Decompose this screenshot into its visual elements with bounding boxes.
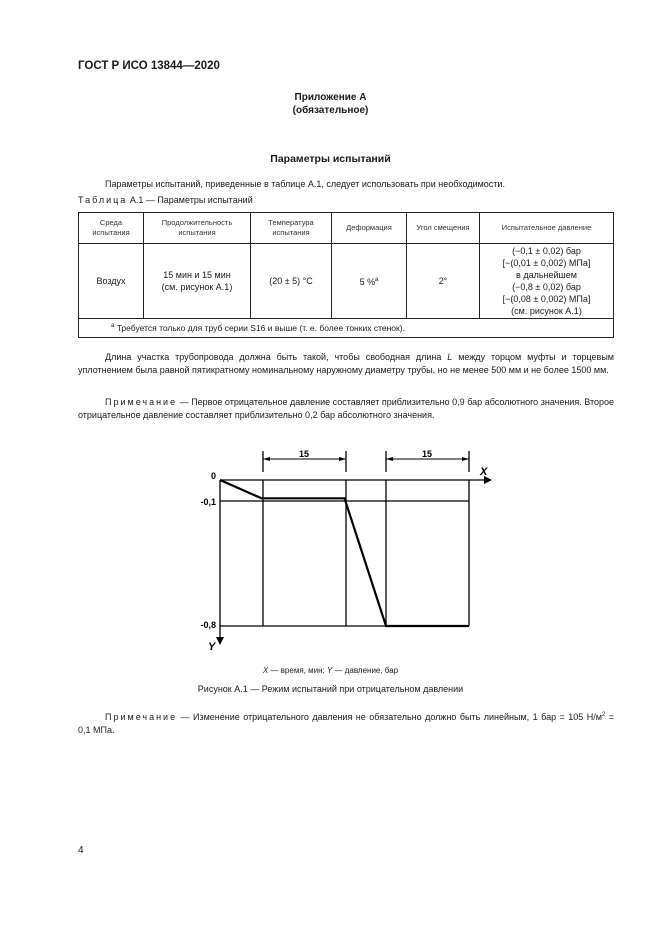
pressure-line-6: (см. рисунок А.1): [511, 306, 582, 316]
pressure-chart: [190, 445, 500, 655]
figure-caption: Рисунок А.1 — Режим испытаний при отрицательном давлении: [197, 684, 464, 694]
cell-deformation: [332, 244, 407, 319]
figure-legend: [0, 666, 661, 675]
interval-arrow-2b: [462, 457, 469, 461]
appendix-title: Приложение А: [294, 92, 367, 103]
y-tick-label-0: 0: [210, 471, 216, 481]
table-row: [79, 244, 614, 319]
length-paragraph: [78, 351, 614, 377]
appendix-heading: [0, 91, 661, 117]
page-number: 4: [78, 845, 84, 856]
duration-line-1: 15 мин и 15 мин: [163, 270, 231, 280]
legend-x-var: X: [262, 666, 269, 675]
table-footnote: [79, 319, 614, 338]
pressure-line-5: [−(0,08 ± 0,002) МПа]: [502, 294, 591, 304]
deformation-footnote-mark: а: [375, 277, 379, 283]
note-1: [78, 396, 614, 422]
table-caption-text: А.1 — Параметры испытаний: [129, 195, 253, 205]
table-caption-word: Таблица: [78, 195, 128, 205]
pressure-line-2: [−(0,01 ± 0,002) МПа]: [502, 258, 591, 268]
pressure-series-line: [220, 480, 469, 626]
duration-line-2: (см. рисунок А.1): [161, 282, 233, 292]
cell-temperature: (20 ± 5) °С: [251, 244, 332, 319]
note-2-superscript: 2: [601, 712, 606, 718]
y-axis-arrow: [216, 637, 224, 645]
pressure-line-3: в дальнейшем: [516, 270, 577, 280]
legend-y-text: — давление, бар: [332, 666, 399, 675]
legend-x-text: — время, мин;: [268, 666, 327, 675]
pressure-line-1: (−0,1 ± 0,02) бар: [512, 246, 581, 256]
note-2-label: Примечание: [105, 712, 178, 722]
appendix-subtitle: (обязательное): [292, 105, 369, 116]
header-temperature: Температура испытания: [251, 213, 332, 244]
length-text-after: между торцом муфты и торцевым уплотнением была равной пятикратному номинальному наружному диаметру трубы, но не менее 500 мм и не более 1500 мм.: [78, 352, 614, 375]
x-axis-label: X: [480, 466, 488, 478]
length-variable: L: [447, 352, 453, 362]
table-header-row: [79, 213, 614, 244]
interval-label-1: 15: [298, 449, 310, 459]
cell-duration: [144, 244, 251, 319]
document-header: ГОСТ Р ИСО 13844—2020: [78, 60, 220, 72]
note-1-text: — Первое отрицательное давление составляет приблизительно 0,9 бар абсолютного значения. Второе отрицательное давление составляет приблизительно 0,2 бар абсолютного значения.: [78, 397, 614, 420]
cell-angle: 2°: [407, 244, 480, 319]
deformation-value: 5 %: [359, 277, 376, 287]
section-title: Параметры испытаний: [270, 153, 391, 165]
interval-arrow-1a: [263, 457, 270, 461]
cell-medium: Воздух: [79, 244, 144, 319]
header-pressure: Испытательное давление: [480, 213, 614, 244]
y-tick-label-1: -0,1: [200, 497, 216, 507]
note-1-label: Примечание: [105, 397, 178, 407]
intro-paragraph: [78, 178, 614, 191]
interval-arrow-1b: [339, 457, 346, 461]
header-deformation: Деформация: [332, 213, 407, 244]
header-medium: Среда испытания: [79, 213, 144, 244]
y-axis-label: Y: [208, 641, 216, 653]
footnote-mark: а: [111, 323, 115, 330]
length-text-before: Длина участка трубопровода должна быть такой, чтобы свободная длина: [105, 352, 448, 362]
y-tick-label-2: -0,8: [200, 620, 216, 630]
interval-arrow-2a: [386, 457, 393, 461]
header-duration: Продолжительность испытания: [144, 213, 251, 244]
footnote-text: Требуется только для труб серии S16 и выше (т. е. более тонких стенок).: [116, 323, 405, 333]
interval-label-2: 15: [421, 449, 433, 459]
pressure-line-4: (−0,8 ± 0,02) бар: [512, 282, 581, 292]
parameters-table: [78, 212, 614, 338]
header-angle: Угол смещения: [407, 213, 480, 244]
note-2-text-a: — Изменение отрицательного давления не обязательно должно быть линейным, 1 бар = 105 Н/м: [177, 712, 602, 722]
note-2-text-b: = 0,1 МПа.: [78, 712, 615, 735]
legend-y-var: Y: [326, 666, 333, 675]
intro-text: Параметры испытаний, приведенные в таблице А.1, следует использовать при необходимости.: [105, 179, 505, 189]
table-caption: [78, 195, 253, 205]
table-footnote-row: [79, 319, 614, 338]
note-2: [78, 709, 614, 737]
cell-pressure: [480, 244, 614, 319]
